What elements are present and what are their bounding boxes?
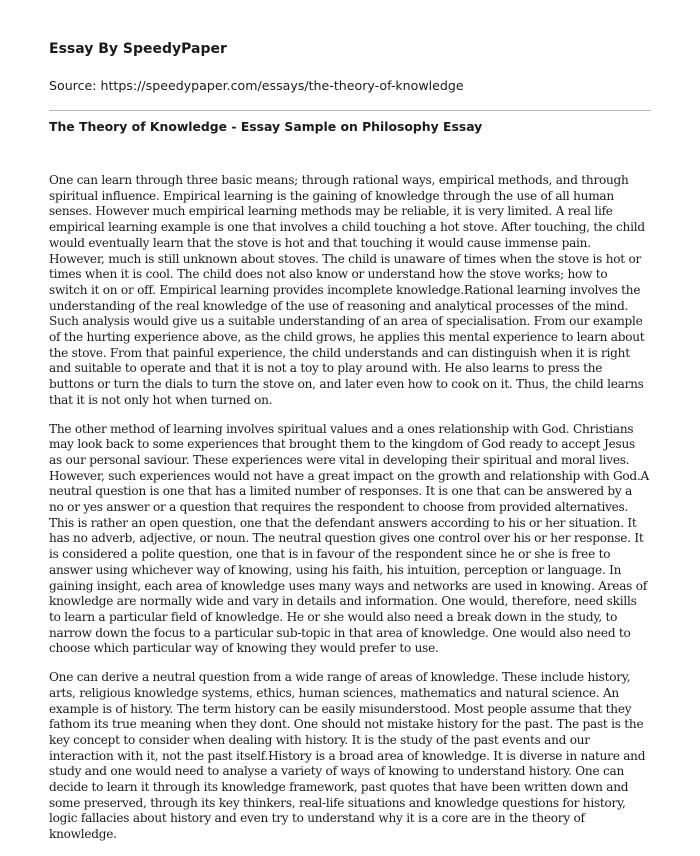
source-label: Source:	[49, 78, 101, 93]
source-link[interactable]: https://speedypaper.com/essays/the-theory-of-knowledge	[100, 78, 464, 93]
paragraph-3: One can derive a neutral question from a wide range of areas of knowledge. These include history, arts, religious knowledge systems, ethics, human sciences, mathematics and natural science. An example is of history. The term history can be easily misunderstood. Most people assume that they fathom its true meaning when they dont. One should not mistake history for the past. The past is the key concept to consider when dealing with history. It is the study of the past events and our interaction with it, not the past itself.History is a broad area of knowledge. It is diverse in nature and study and one would need to analyse a variety of ways of knowing to understand history. One can decide to learn it through its knowledge framework, past quotes that have been written down and some preserved, through its key thinkers, real-life situations and knowledge questions for history, logic fallacies about history and even try to understand why it is a core are in the theory of knowledge.	[49, 670, 646, 842]
source-line	[49, 78, 651, 94]
brand-title: Essay By SpeedyPaper	[49, 41, 227, 57]
header-divider	[49, 110, 651, 111]
essay-body	[49, 173, 649, 856]
essay-title: The Theory of Knowledge - Essay Sample on Philosophy Essay	[49, 119, 483, 134]
paragraph-1: One can learn through three basic means; through rational ways, empirical methods, and through spiritual influence. Empirical learning is the gaining of knowledge through the use of all human senses. However much empirical learning methods may be reliable, it is very limited. A real life empirical learning example is one that involves a child touching a hot stove. After touching, the child would eventually learn that the stove is hot and that touching it would cause immense pain. However, much is still unknown about stoves. The child is unaware of times when the stove is hot or times when it is cool. The child does not also know or understand how the stove works; how to switch it on or off. Empirical learning provides incomplete knowledge.Rational learning involves the understanding of the real knowledge of the use of reasoning and analytical processes of the mind. Such analysis would give us a suitable understanding of an area of specialisation. From our example of the hurting experience above, as the child grows, he applies this mental experience to learn about the stove. From that painful experience, the child understands and can distinguish when it is right and suitable to operate and that it is not a toy to play around with. He also learns to press the buttons or turn the dials to turn the stove on, and later even how to cook on it. Thus, the child learns that it is not only hot when turned on.	[49, 173, 645, 407]
paragraph-2: The other method of learning involves spiritual values and a ones relationship with God. Christians may look back to some experiences that brought them to the kingdom of God ready to accept Jesus as our personal saviour. These experiences were vital in developing their spiritual and moral lives. However, such experiences would not have a great impact on the growth and relationship with God.A neutral question is one that has a limited number of responses. It is one that can be answered by a no or yes answer or a question that requires the respondent to choose from provided alternatives. This is rather an open question, one that the defendant answers according to his or her situation. It has no adverb, adjective, or noun. The neutral question gives one control over his or her response. It is considered a polite question, one that is in favour of the respondent since he or she is free to answer using whichever way of knowing, using his faith, his intuition, perception or language. In gaining insight, each area of knowledge uses many ways and networks are used in knowing. Areas of knowledge are normally wide and vary in details and information. One would, therefore, need skills to learn a particular field of knowledge. He or she would also need a break down in the study, to narrow down the focus to a particular sub-topic in that area of knowledge. One would also need to choose which particular way of knowing they would prefer to use.	[49, 421, 650, 656]
document-header	[49, 40, 651, 94]
